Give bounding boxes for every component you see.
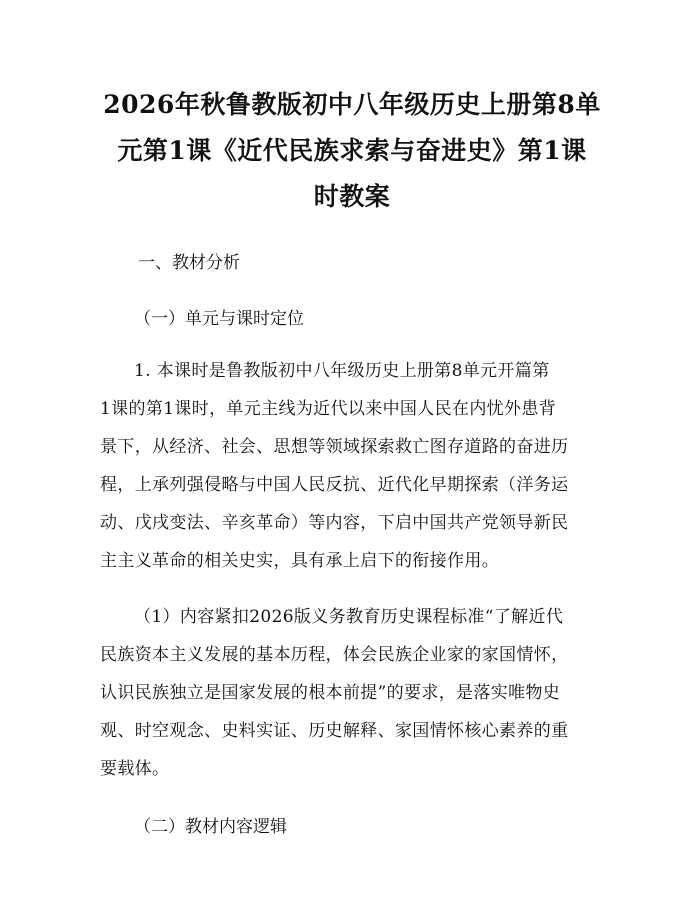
- paragraph-line: 认识民族独立是国家发展的根本前提”的要求，是落实唯物史: [100, 683, 561, 703]
- subsection-heading-unit-positioning: （一）单元与课时定位: [134, 309, 304, 329]
- subsection-heading-content-logic: （二）教材内容逻辑: [134, 817, 287, 837]
- title-line: 时教案: [313, 182, 391, 211]
- paragraph-line: 要载体。: [100, 759, 170, 779]
- document-title: [100, 82, 604, 220]
- paragraph-line: 观、时空观念、史料实证、历史解释、家国情怀核心素养的重: [100, 721, 569, 741]
- paragraph-line: 民族资本主义发展的基本历程，体会民族企业家的家国情怀，: [100, 645, 569, 665]
- paragraph-line: 主主义革命的相关史实，具有承上启下的衔接作用。: [100, 551, 500, 571]
- paragraph-line: 景下，从经济、社会、思想等领域探索救亡图存道路的奋进历: [100, 437, 569, 457]
- paragraph-line: 1课的第1课时，单元主线为近代以来中国人民在内忧外患背: [100, 399, 557, 419]
- title-line: 2026年秋鲁教版初中八年级历史上册第8单: [103, 90, 601, 119]
- paragraph-lesson-positioning: [100, 352, 604, 580]
- paragraph-curriculum-standard: [100, 598, 604, 788]
- paragraph-line: 动、戊戌变法、辛亥革命）等内容，下启中国共产党领导新民: [100, 513, 569, 533]
- title-line: 元第1课《近代民族求索与奋进史》第1课: [117, 136, 587, 165]
- section-heading-textbook-analysis: 一、教材分析: [138, 253, 240, 273]
- paragraph-line: 程，上承列强侵略与中国人民反抗、近代化早期探索（洋务运: [100, 475, 569, 495]
- paragraph-line: 1. 本课时是鲁教版初中八年级历史上册第8单元开篇第: [134, 361, 550, 381]
- paragraph-line: （1）内容紧扣2026版义务教育历史课程标准“了解近代: [134, 607, 564, 627]
